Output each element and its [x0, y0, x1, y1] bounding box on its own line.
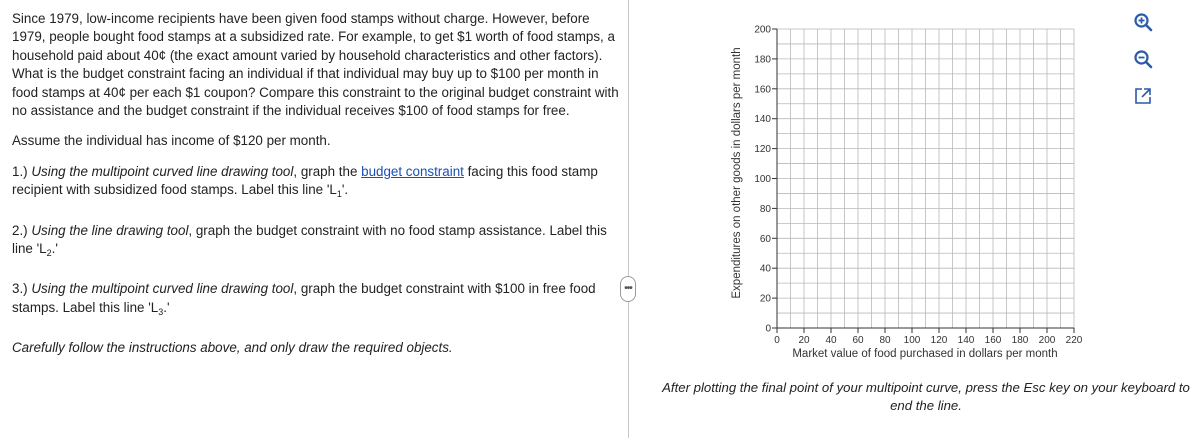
y-tick-label: 60 [759, 233, 771, 245]
zoom-in-button[interactable] [1132, 11, 1154, 33]
q2-close: .' [51, 241, 58, 257]
q1-end: facing this food stamp recipient with subsidized food stamps. Label this line 'L [12, 163, 598, 198]
y-tick-label: 140 [754, 114, 771, 126]
y-tick-label: 100 [754, 174, 771, 185]
y-tick-label: 160 [754, 84, 771, 96]
x-tick-label: 160 [984, 335, 1002, 346]
q2-end: , graph the budget constraint with no food stamp assistance. Label this line 'L [12, 222, 607, 257]
problem-intro: Since 1979, low-income recipients have been given food stamps without charge. However, before 1979, people bought food stamps at a subsidized rate. For example, to get $1 worth of food stamps, a household paid about 40¢ (the exact amount varied by household characteristics and other factors). What is the budget constraint facing an individual if that individual may buy up to $100 per month in food stamps at 40¢ per each $1 coupon? Compare this constraint to the original budget constraint with no assistance and the budget constraint if the individual receives $100 of food stamps for free. [12, 11, 619, 119]
esc-instruction: After plotting the final point of your multipoint curve, press the Esc key on your keyboard to end the line. [662, 380, 1190, 413]
question-2 [12, 222, 620, 263]
x-tick-label: 220 [1065, 335, 1083, 346]
x-tick-label: 100 [903, 335, 921, 346]
expand-button[interactable] [1133, 86, 1155, 108]
x-tick-label: 60 [852, 335, 864, 346]
x-tick-label: 0 [774, 335, 780, 346]
y-tick-label: 20 [759, 293, 771, 305]
handle-dots: ••• [624, 283, 632, 294]
y-tick-label: 120 [754, 144, 771, 156]
zoom-in-icon [1132, 11, 1154, 33]
x-tick-label: 20 [798, 335, 810, 346]
q2-number: 2.) [12, 222, 32, 238]
divider-handle[interactable] [620, 276, 636, 302]
q1-sub: 1 [336, 189, 342, 200]
x-axis-title: Market value of food purchased in dollars per month [792, 348, 1058, 360]
q3-close: .' [163, 299, 170, 315]
grid-lines [777, 29, 1074, 328]
closing-instruction: Carefully follow the instructions above, and only draw the required objects. [12, 340, 453, 356]
x-axis-ticks [774, 328, 1083, 346]
x-tick-label: 120 [930, 335, 948, 346]
expand-icon [1133, 86, 1153, 106]
pane-divider[interactable] [628, 0, 629, 438]
question-3 [12, 280, 620, 321]
y-axis-title: Expenditures on other goods in dollars per month [731, 47, 743, 299]
y-tick-label: 80 [759, 203, 771, 215]
y-axis-ticks [754, 25, 777, 335]
x-tick-label: 140 [957, 335, 975, 346]
x-tick-label: 40 [825, 335, 837, 346]
q1-close: '. [341, 182, 349, 198]
y-tick-label: 200 [754, 24, 771, 36]
zoom-out-icon [1132, 48, 1154, 70]
q1-mid: , graph the [293, 163, 362, 179]
x-tick-label: 180 [1011, 335, 1029, 346]
budget-constraint-link[interactable]: budget constraint [361, 163, 464, 179]
q1-tool: Using the multipoint curved line drawing tool [31, 163, 294, 179]
q3-sub: 3 [158, 306, 164, 317]
q1-number: 1.) [12, 163, 32, 179]
x-tick-label: 200 [1038, 335, 1056, 346]
q3-number: 3.) [12, 281, 32, 297]
q3-end: , graph the budget constraint with $100 in free food stamps. Label this line 'L [12, 281, 596, 315]
q2-sub: 2 [46, 248, 52, 259]
x-tick-label: 80 [879, 335, 891, 346]
q2-tool: Using the line drawing tool [31, 222, 189, 238]
y-tick-label: 180 [754, 54, 771, 66]
y-tick-label: 40 [759, 263, 771, 275]
y-tick-label: 0 [765, 323, 771, 335]
income-statement: Assume the individual has income of $120 per month. [12, 133, 331, 149]
q3-tool: Using the multipoint curved line drawing tool [31, 281, 294, 297]
question-1 [12, 163, 620, 204]
graph-canvas[interactable] [700, 0, 1120, 370]
zoom-out-button[interactable] [1132, 48, 1154, 70]
